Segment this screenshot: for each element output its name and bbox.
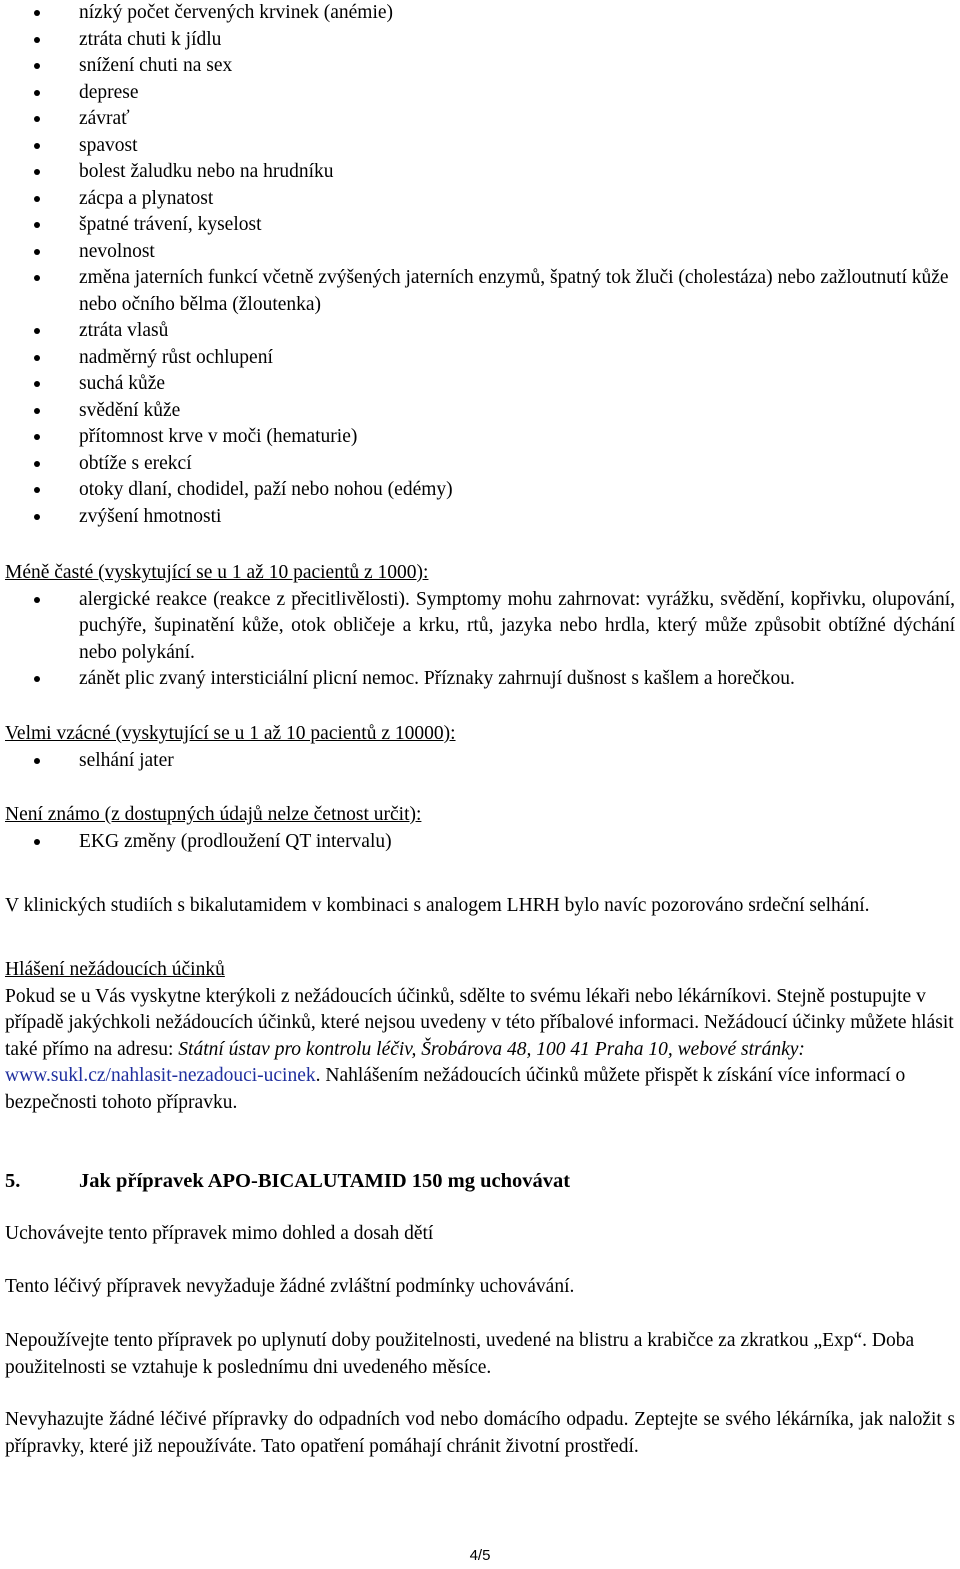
storage-paragraph: Tento léčivý přípravek nevyžaduje žádné zvláštní podmínky uchovávání. xyxy=(5,1276,575,1297)
list-item: svědění kůže xyxy=(5,398,955,425)
list-item: špatné trávení, kyselost xyxy=(5,212,955,239)
list-item: snížení chuti na sex xyxy=(5,53,955,80)
list-item: nevolnost xyxy=(5,239,955,266)
list-item: přítomnost krve v moči (hematurie) xyxy=(5,424,955,451)
reporting-text xyxy=(5,984,955,1117)
list-item: selhání jater xyxy=(5,748,955,775)
sukl-link[interactable]: www.sukl.cz/nahlasit-nezadouci-ucinek xyxy=(5,1065,316,1086)
unknown-heading: Není známo (z dostupných údajů nelze četnost určit): xyxy=(5,804,422,825)
reporting-text-end: . Nahlášením nežádoucích účinků můžete přispět k získání více informací o bezpečnosti tohoto přípravku. xyxy=(5,1065,906,1113)
list-item: zvýšení hmotnosti xyxy=(5,504,955,531)
section-number: 5. xyxy=(5,1170,21,1192)
list-item: EKG změny (prodloužení QT intervalu) xyxy=(5,829,955,856)
reporting-section xyxy=(5,957,955,1116)
list-item: zácpa a plynatost xyxy=(5,186,955,213)
unknown-frequency-section xyxy=(5,802,955,855)
list-item: nadměrný růst ochlupení xyxy=(5,345,955,372)
list-item: bolest žaludku nebo na hrudníku xyxy=(5,159,955,186)
list-item: otoky dlaní, chodidel, paží nebo nohou (edémy) xyxy=(5,477,955,504)
list-item: suchá kůže xyxy=(5,371,955,398)
clinical-note: V klinických studiích s bikalutamidem v kombinaci s analogem LHRH bylo navíc pozorováno srdeční selhání. xyxy=(5,895,870,916)
reporting-heading: Hlášení nežádoucích účinků xyxy=(5,959,225,980)
storage-paragraph: Nepoužívejte tento přípravek po uplynutí doby použitelnosti, uvedené na blistru a krabičce za zkratkou „Exp“. Doba použitelnosti se vztahuje k poslednímu dni uvedeného měsíce. xyxy=(5,1330,915,1378)
list-item: ztráta chuti k jídlu xyxy=(5,27,955,54)
list-item: zánět plic zvaný intersticiální plicní nemoc. Příznaky zahrnují dušnost s kašlem a horečkou. xyxy=(5,666,955,693)
reporting-address: Státní ústav pro kontrolu léčiv, Šrobárova 48, 100 41 Praha 10, webové stránky: xyxy=(178,1038,805,1060)
uncommon-section xyxy=(5,560,955,693)
storage-paragraph: Nevyhazujte žádné léčivé přípravky do odpadních vod nebo domácího odpadu. Zeptejte se svého lékárníka, jak naložit s přípravky, které již nepoužíváte. Tato opatření pomáhají chránit životní prostředí. xyxy=(5,1409,955,1457)
uncommon-heading: Méně časté (vyskytující se u 1 až 10 pacientů z 1000): xyxy=(5,562,429,583)
list-item: spavost xyxy=(5,133,955,160)
list-item: závrať xyxy=(5,106,955,133)
list-item: deprese xyxy=(5,80,955,107)
list-item: alergické reakce (reakce z přecitlivělosti). Symptomy mohu zahrnovat: vyrážku, svědění, kopřivku, olupování, puchýře, šupinatění kůže, otok obličeje a krku, rtů, jazyka nebo hrdla, který může způsobit obtížné dýchání nebo polykání. xyxy=(5,587,955,667)
list-item: ztráta vlasů xyxy=(5,318,955,345)
very-rare-heading: Velmi vzácné (vyskytující se u 1 až 10 pacientů z 10000): xyxy=(5,723,456,744)
page-number: 4/5 xyxy=(469,1547,491,1564)
common-side-effects-list xyxy=(5,0,955,530)
list-item: obtíže s erekcí xyxy=(5,451,955,478)
section-title: Jak přípravek APO-BICALUTAMID 150 mg uchovávat xyxy=(79,1170,571,1192)
reporting-text-start: Pokud se u Vás vyskytne kterýkoli z nežádoucích účinků, sdělte to svému lékaři nebo lékárníkovi. Stejně postupujte v případě jakýchkoli nežádoucích účinků, které nejsou uvedeny v této příbalové informaci. Nežádoucí účinky můžete hlásit také přímo na adresu: xyxy=(5,985,954,1060)
storage-paragraph: Uchovávejte tento přípravek mimo dohled a dosah dětí xyxy=(5,1223,434,1244)
list-item: změna jaterních funkcí včetně zvýšených jaterních enzymů, špatný tok žluči (cholestáza) nebo zažloutnutí kůže nebo očního bělma (žloutenka) xyxy=(5,265,955,318)
section-5-heading xyxy=(5,1168,955,1195)
list-item: nízký počet červených krvinek (anémie) xyxy=(5,0,955,27)
very-rare-section xyxy=(5,721,955,774)
